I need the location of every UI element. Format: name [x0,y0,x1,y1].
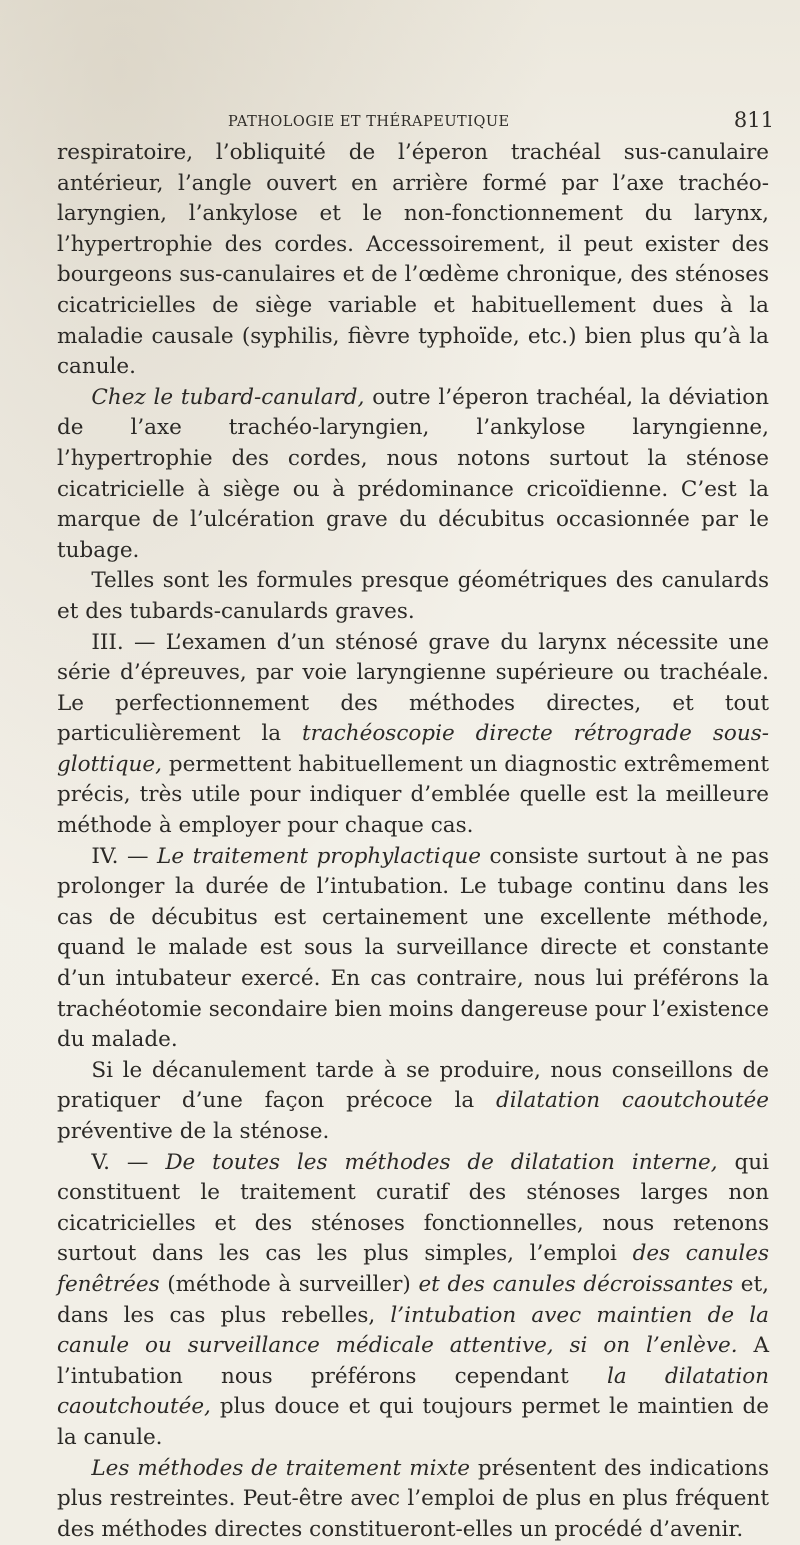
paragraph-7 [57,1148,769,1454]
body-text [57,138,769,1545]
paragraph-7-italic-3: et des canules décroissantes [418,1271,734,1297]
paragraph-6 [57,1056,769,1148]
paragraph-8 [57,1454,769,1545]
paragraph-5-text-b: consiste surtout à ne pas prolonger la durée de l’intubation. Le tubage continu dans les cas de décubitus est certainement une excellente méthode, quand le malade est sous la surveillance directe et constante d’un intubateur exercé. En cas contraire, nous lui préférons la trachéotomie secondaire bien moins dangereuse pour l’existence du malade. [57,843,770,1053]
paragraph-7-text-d: et, dans les cas plus rebelles, [57,1271,769,1328]
paragraph-2-text: outre l’éperon trachéal, la déviation de l’axe trachéo-laryngien, l’ankylose laryngienne, l’hypertrophie des cordes, nous notons surtout la sténose cicatricielle à siège ou à prédominance cricoïdienne. C’est la marque de l’ulcération grave du décubitus occasionnée par le tubage. [57,384,769,563]
paragraph-7-italic-5: la dilatation caoutchoutée, [57,1363,769,1420]
paragraph-4-italic: trachéoscopie directe rétrograde sous-glottique, [57,721,769,777]
paragraph-2 [57,383,769,567]
paragraph-4-text-a: III. — L’examen d’un sténosé grave du larynx nécessite une série d’épreuves, par voie laryngienne supérieure ou trachéale. Le perfectionnement des méthodes directes, et tout particulièrement la [57,629,769,747]
paragraph-7-italic-1: De toutes les méthodes de dilatation interne, [165,1149,718,1175]
running-title: PATHOLOGIE ET THÉRAPEUTIQUE [228,114,510,130]
paragraph-1-text: respiratoire, l’obliquité de l’éperon trachéal sus-canulaire antérieur, l’angle ouvert en arrière formé par l’axe trachéo-laryngien, l’ankylose et le non-fonctionnement du larynx, l’hypertrophie des cordes. Accessoirement, il peut exister des bourgeons sus-canulaires et de l’œdème chronique, des sténoses cicatricielles de siège variable et habituellement dues à la maladie causale (syphilis, fièvre typhoïde, etc.) bien plus qu’à la canule. [57,140,769,380]
paragraph-6-text-a: Si le décanulement tarde à se produire, nous conseillons de pratiquer d’une façon précoce la [57,1057,769,1114]
paragraph-5-text-a: IV. — [91,843,158,869]
paragraph-3 [57,566,769,627]
paragraph-4 [57,628,769,842]
paragraph-7-italic-4: l’intubation avec maintien de la canule ou surveillance médicale attentive, si on l’enlève. [57,1302,769,1359]
paragraph-7-text-a: V. — [91,1149,166,1175]
paragraph-6-text-b: préventive de la sténose. [57,1119,330,1144]
paragraph-2-italic: Chez le tubard-canulard, [91,384,365,410]
paragraph-7-text-c: (méthode à surveiller) [159,1271,419,1297]
paragraph-6-italic: dilatation caoutchoutée [496,1088,769,1114]
paragraph-8-text: présentent des indications plus restreintes. Peut-être avec l’emploi de plus en plus fréquent des méthodes directes constitueront-elles un procédé d’avenir. [57,1455,769,1542]
paragraph-5-italic: Le traitement prophylactique [157,843,481,869]
paragraph-7-text-e: A l’intubation nous préférons cependant [57,1333,769,1389]
paragraph-7-italic-2: des canules fenêtrées [57,1241,769,1297]
paragraph-3-text: Telles sont les formules presque géométriques des canulards et des tubards-canulards graves. [57,568,769,624]
paragraph-7-text-f: plus douce et qui toujours permet le maintien de la canule. [57,1394,769,1450]
page-number: 811 [733,108,774,132]
paragraph-4-text-b: permettent habituellement un diagnostic extrêmement précis, très utile pour indiquer d’emblée quelle est la meilleure méthode à employer pour chaque cas. [57,751,769,839]
paragraph-8-italic: Les méthodes de traitement mixte [91,1455,470,1481]
paragraph-1 [57,138,769,383]
page-header [0,108,800,136]
paragraph-7-text-b: qui constituent le traitement curatif des sténoses larges non cicatricielles et des sténoses fonctionnelles, nous retenons surtout dans les cas les plus simples, l’emploi [57,1149,769,1267]
paragraph-5 [57,842,769,1056]
